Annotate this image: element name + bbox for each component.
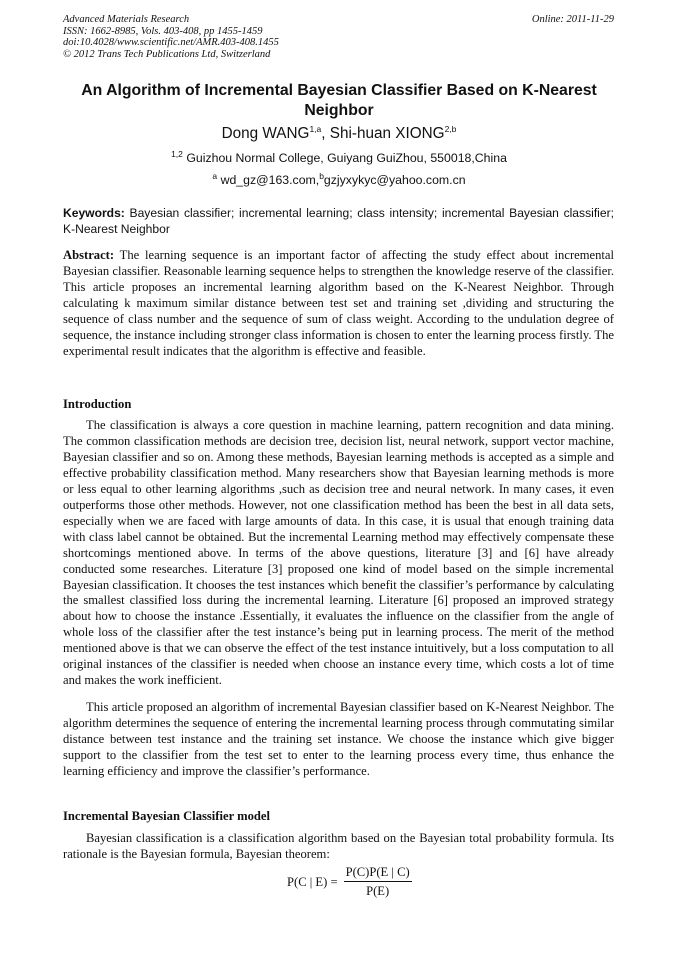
model-paragraph-1: Bayesian classification is a classification algorithm based on the Bayesian total probability formula. Its rationale is the Bayesian formula, Bayesian theorem:: [63, 831, 614, 861]
author-line: [0, 124, 678, 144]
formula-numerator: P(C)P(E | C): [344, 865, 412, 882]
affiliation: [0, 150, 678, 166]
model-heading: Incremental Bayesian Classifier model: [63, 809, 270, 823]
formula-lhs: P(C | E) =: [287, 875, 338, 889]
journal-header: [63, 14, 279, 60]
bayes-formula: [287, 865, 412, 900]
introduction-paragraph-2: This article proposed an algorithm of incremental Bayesian classifier based on K-Nearest Neighbor. The algorithm determines the sequence of entering the incremental learning process through commutating similar distance between test instance and the training set instance. We choose the instance which give bigger support to the classifier from the test set to enter to the learning process every time, thus enhance the learning efficiency and improve the classifier’s performance.: [63, 700, 614, 778]
author-1-sup: 1,a: [309, 123, 322, 134]
doi-line: doi:10.4028/www.scientific.net/AMR.403-408.1455: [63, 37, 279, 48]
affiliation-text: Guizhou Normal College, Guiyang GuiZhou, 550018,China: [182, 151, 507, 165]
email-b: gzjyxykyc@yahoo.com.cn: [323, 173, 466, 187]
journal-name: Advanced Materials Research: [63, 14, 190, 25]
author-separator: ,: [321, 125, 330, 142]
abstract-label: Abstract:: [63, 248, 115, 262]
keywords-text: Bayesian classifier; incremental learning; class intensity; incremental Bayesian classifier; K-Nearest Neighbor: [63, 206, 614, 236]
author-2-sup: 2,b: [444, 123, 457, 134]
introduction-paragraph-1: The classification is always a core question in machine learning, pattern recognition and data mining. The common classification methods are decision tree, decision list, neural network, support vector machine, Bayesian classifier and so on. Among these methods, Bayesian learning methods is accepted as a simple and effective probability classification method. Many researchers show that Bayesian learning methods is more or less equal to other learning algorithms ,such as decision tree and neural network. In many cases, it even outperforms those other methods. However, not one classification method has been the best in all data sets, especially when we are faced with large amounts of data. In this case, it is usual that enough training data with class label cannot be obtained. But the incremental Learning method may effectively compensate these shortcomings mentioned above. In terms of the above questions, literature [3] and [6] have already conducted some researches. Literature [3] proposed one kind of model based on the simple incremental Bayesian classification. It chooses the test instances which benefit the classifier’s performance by calculating the smallest classified loss during the incremental learning. Literature [6] proposed an improved strategy about how to choose the instance .Essentially, it evaluates the influence on the classifier from the angle of whole loss of the classifier after the test instance’s being put in learning process. The merit of the method mentioned above is that we can observe the effect of the test instance intuitively, but a loss computation to all original instances of the classifier is needed when choose an instance every time, which costs a lot of time and makes the work inefficient.: [63, 418, 614, 688]
formula-fraction: [344, 865, 412, 900]
email-a-sup: a: [212, 170, 218, 181]
keywords: [63, 206, 614, 237]
author-1: Dong WANG: [221, 125, 310, 142]
abstract: [63, 248, 614, 360]
introduction-heading: Introduction: [63, 397, 132, 411]
paper-title: An Algorithm of Incremental Bayesian Classifier Based on K-Nearest Neighbor: [81, 82, 597, 119]
copyright-line: © 2012 Trans Tech Publications Ltd, Switzerland: [63, 48, 271, 60]
formula-denominator: P(E): [366, 884, 390, 898]
issn-line: ISSN: 1662-8985, Vols. 403-408, pp 1455-1459: [63, 25, 263, 37]
affiliation-sup: 1,2: [171, 148, 183, 159]
online-date: Online: 2011-11-29: [531, 14, 614, 25]
author-2: Shi-huan XIONG: [329, 125, 445, 142]
abstract-text: The learning sequence is an important factor of affecting the study effect about incremental Bayesian classifier. Reasonable learning sequence helps to strengthen the knowledge reserve of the classifier. This article proposes an incremental learning algorithm based on the K-Nearest Neighbor. Through calculating k maximum similar distance between test set and training set ,dividing and structuring the sequence of class number and the sequence of sum of class weight. According to the undulation degree of sequence, the instance including stronger class information is chosen to enter the learning process firstly. The experimental result indicates that the algorithm is effective and feasible.: [63, 248, 614, 358]
email-a: wd_gz@163.com,: [220, 173, 320, 187]
keywords-label: Keywords:: [63, 206, 125, 220]
email-b-sup: b: [319, 170, 324, 181]
email-line: [0, 172, 678, 188]
